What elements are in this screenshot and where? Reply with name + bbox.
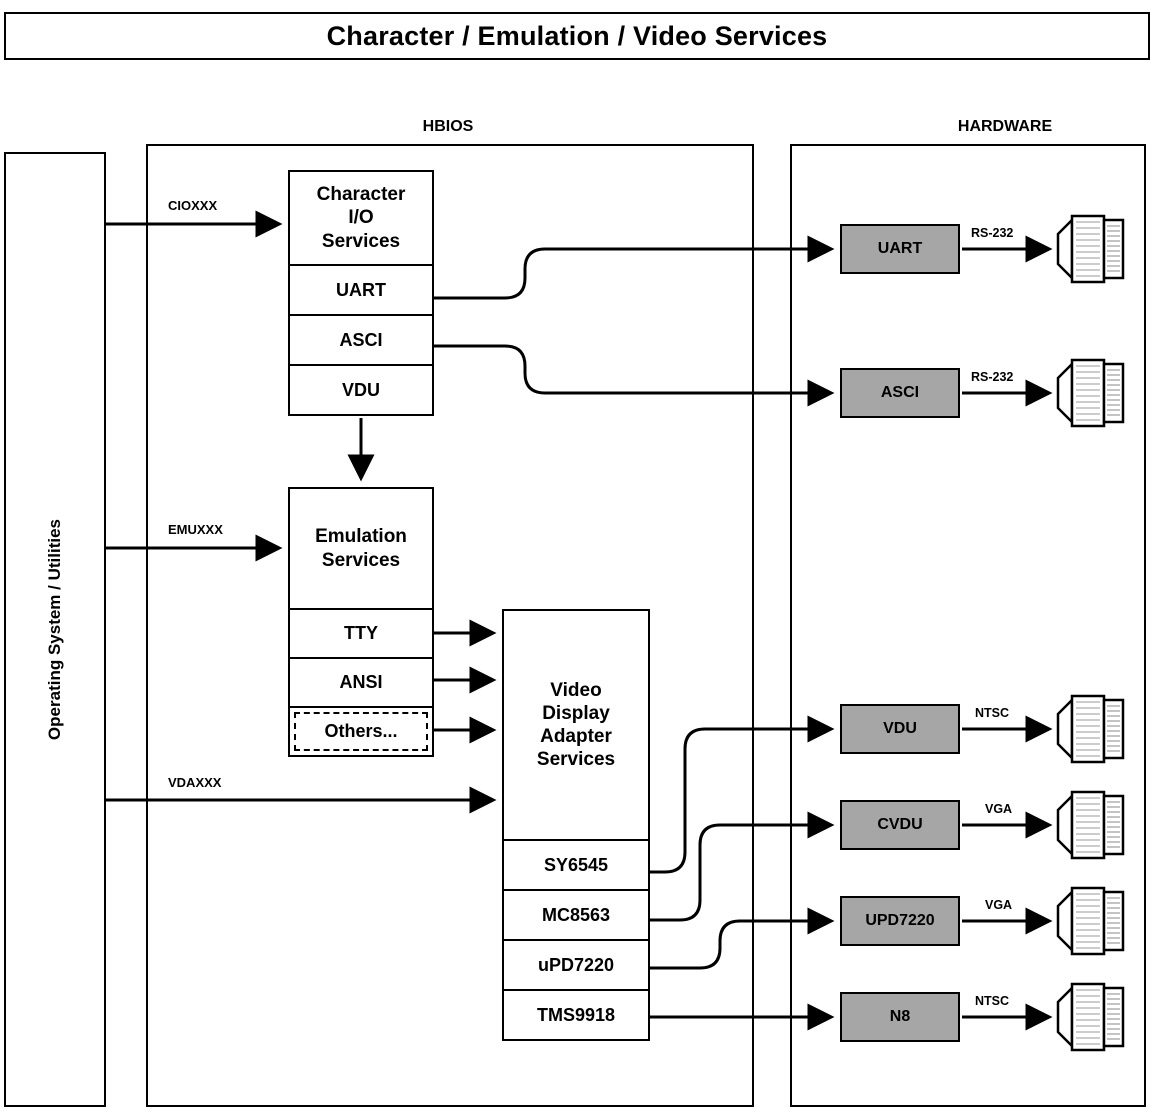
emulation-row-others[interactable]: Others...: [294, 712, 428, 751]
api-label-vdaxxx: VDAXXX: [168, 775, 222, 790]
hardware-box-vdu[interactable]: VDU: [840, 704, 960, 754]
vda-title-line-1: Video: [550, 679, 602, 701]
hardware-group-box: [790, 144, 1146, 1107]
emulation-services-title: [290, 489, 432, 608]
character-io-row-asci[interactable]: ASCI: [290, 314, 432, 364]
emulation-title-line-1: Emulation: [315, 526, 407, 548]
character-io-row-uart[interactable]: UART: [290, 264, 432, 314]
hardware-box-asci[interactable]: ASCI: [840, 368, 960, 418]
character-io-row-vdu[interactable]: VDU: [290, 364, 432, 414]
character-io-title-line-2: I/O: [348, 207, 374, 229]
signal-label-asci: RS-232: [971, 370, 1014, 384]
operating-system-bar: [4, 152, 106, 1107]
crt-monitor-icon: [1056, 980, 1126, 1054]
vda-title-line-4: Services: [536, 749, 616, 771]
vda-row-upd7220[interactable]: uPD7220: [504, 939, 648, 989]
api-label-cioxxx: CIOXXX: [168, 198, 218, 213]
hbios-heading: HBIOS: [422, 118, 474, 135]
character-io-title-line-3: Services: [321, 230, 401, 252]
crt-monitor-icon: [1056, 884, 1126, 958]
crt-monitor-icon: [1056, 212, 1126, 286]
emulation-row-ansi[interactable]: ANSI: [290, 657, 432, 706]
signal-label-uart: RS-232: [971, 226, 1014, 240]
crt-monitor-icon: [1056, 356, 1126, 430]
hbios-group-box: [146, 144, 754, 1107]
emulation-row-others-wrap: [290, 706, 432, 755]
operating-system-label: Operating System / Utilities: [45, 518, 64, 741]
signal-label-n8: NTSC: [975, 994, 1010, 1008]
vda-row-mc8563[interactable]: MC8563: [504, 889, 648, 939]
signal-label-cvdu: VGA: [985, 802, 1013, 816]
video-display-adapter-services-node: [502, 609, 650, 1041]
vda-title-line-2: Display: [542, 702, 610, 724]
emulation-title-line-2: Services: [321, 549, 401, 571]
hardware-box-uart[interactable]: UART: [840, 224, 960, 274]
character-io-services-title: [290, 172, 432, 264]
signal-label-vdu: NTSC: [975, 706, 1010, 720]
vda-row-tms9918[interactable]: TMS9918: [504, 989, 648, 1039]
vda-services-title: [504, 611, 648, 839]
emulation-row-tty[interactable]: TTY: [290, 608, 432, 657]
hardware-box-n8[interactable]: N8: [840, 992, 960, 1042]
character-io-title-line-1: Character: [316, 184, 406, 206]
api-label-emuxxx: EMUXXX: [168, 522, 223, 537]
character-io-services-node: [288, 170, 434, 416]
diagram-title-bar: [4, 12, 1150, 60]
vda-title-line-3: Adapter: [540, 726, 612, 747]
crt-monitor-icon: [1056, 788, 1126, 862]
page-title: Character / Emulation / Video Services: [326, 20, 828, 51]
hardware-box-upd7220[interactable]: UPD7220: [840, 896, 960, 946]
signal-label-upd7220: VGA: [985, 898, 1013, 912]
hardware-heading: HARDWARE: [957, 118, 1053, 135]
hardware-box-cvdu[interactable]: CVDU: [840, 800, 960, 850]
vda-row-sy6545[interactable]: SY6545: [504, 839, 648, 889]
crt-monitor-icon: [1056, 692, 1126, 766]
emulation-services-node: [288, 487, 434, 757]
